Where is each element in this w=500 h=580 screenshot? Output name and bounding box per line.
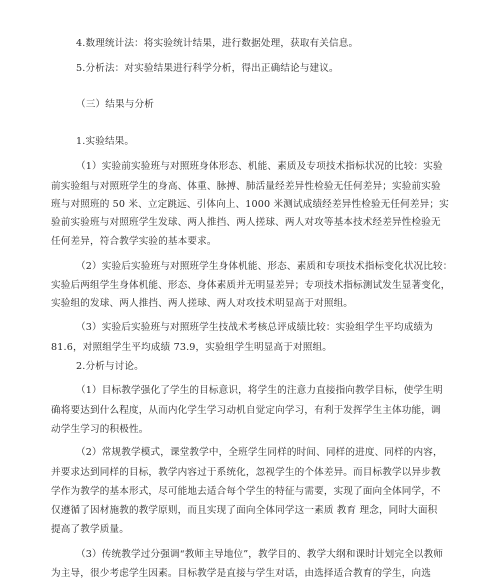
text-line: 确将要达到什么程度，从而内化学生学习动机自觉定向学习，有利于发挥学生主体功能，调 bbox=[51, 405, 441, 416]
text-line: 4.数理统计法：将实验统计结果，进行数据处理，获取有关信息。 bbox=[76, 38, 359, 49]
text-line: 81.6，对照组学生平均成绩 73.9，实验组学生明显高于对照组。 bbox=[51, 342, 332, 353]
subsection-heading: 2.分析与讨论。 bbox=[76, 361, 144, 372]
text-line: （1）目标教学强化了学生的目标意识，将学生的注意力直接指向教学目标，使学生明 bbox=[76, 385, 443, 396]
text-line: 提高了教学质量。 bbox=[51, 524, 129, 535]
text-line: 前实验组与对照班学生的身高、体重、脉搏、肺活量经差异性检验无任何差异；实验前实验 bbox=[51, 181, 441, 192]
text-line: 验前实验班与对照班学生发球、两人推挡、两人搓球、两人对攻等基本技术经差异性检验无 bbox=[51, 217, 441, 228]
text-line: 学作为教学的基本形式，尽可能地去适合每个学生的特征与需要，实现了面向全体同学，不 bbox=[51, 486, 441, 497]
text-line: （1）实验前实验班与对照班身体形态、机能、素质及专项技术指标状况的比较：实验 bbox=[76, 161, 443, 172]
text-line: 实验后两组学生身体机能、形态、身体素质并无明显差异；专项技术指标测试发生显著变化， bbox=[51, 280, 451, 291]
text-line: （2）实验后实验班与对照班学生身体机能、形态、素质和专项技术指标变化状况比较： bbox=[76, 261, 453, 272]
subsection-heading: 1.实验结果。 bbox=[76, 136, 135, 147]
text-line: 动学生学习的积极性。 bbox=[51, 424, 149, 435]
text-line: （3）传统教学过分强调“教师主导地位”，教学目的、教学大纲和课时计划完全以教师 bbox=[76, 549, 444, 560]
text-line: （2）常规教学模式，课堂教学中，全班学生同样的时间、同样的进度、同样的内容， bbox=[76, 447, 443, 458]
text-line: 班与对照班的 50 米、立定跳远、引体向上、1000 米测试成绩经差异性检验无任何差异；实 bbox=[51, 199, 449, 210]
section-heading: （三）结果与分析 bbox=[76, 99, 154, 110]
text-line: 任何差异，符合教学实验的基本要求。 bbox=[51, 236, 217, 247]
text-line: 为主导，很少考虑学生因素。目标教学是直接与学生对话，由选择适合教育的学生，向选 bbox=[51, 568, 432, 579]
text-line: 5.分析法：对实验结果进行科学分析，得出正确结论与建议。 bbox=[76, 63, 339, 74]
text-line: 实验组的发球、两人推挡、两人搓球、两人对攻技术明显高于对照组。 bbox=[51, 298, 354, 309]
text-line: 并要求达到同样的目标，教学内容过于系统化，忽视学生的个体差异。而目标教学以异步教 bbox=[51, 467, 441, 478]
text-line: （3）实验后实验班与对照班学生技战术考核总评成绩比较：实验组学生平均成绩为 bbox=[76, 322, 434, 333]
text-line: 仅遵循了因材施教的教学原则，而且实现了面向全体同学这一素质 教育 理念，同时大面积 bbox=[51, 505, 438, 516]
